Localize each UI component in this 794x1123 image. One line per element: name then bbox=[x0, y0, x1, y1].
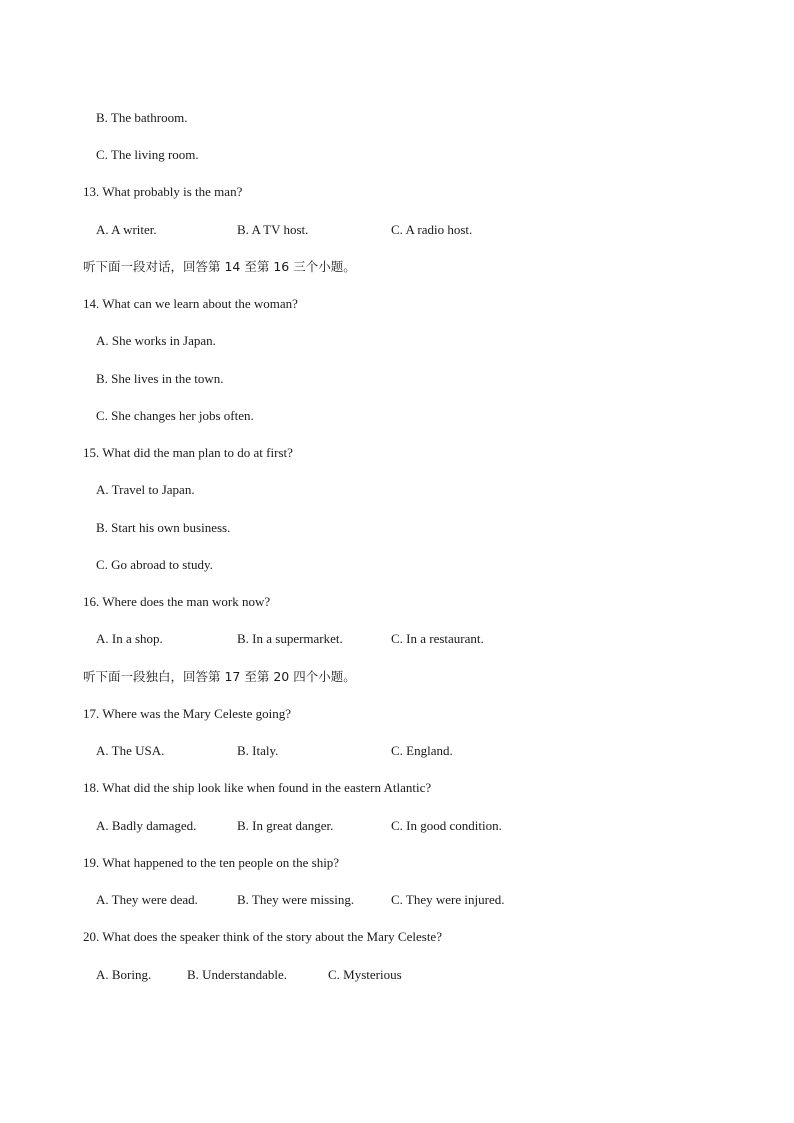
q16-question: 16. Where does the man work now? bbox=[83, 594, 271, 609]
q13-option-b: B. A TV host. bbox=[237, 222, 309, 237]
q13-option-a: A. A writer. bbox=[96, 222, 157, 237]
q19-option-c: C. They were injured. bbox=[391, 892, 505, 907]
q14-option-a: A. She works in Japan. bbox=[96, 333, 216, 348]
q13-question: 13. What probably is the man? bbox=[83, 184, 243, 199]
q20-option-b: B. Understandable. bbox=[187, 967, 288, 982]
q12-option-b: B. The bathroom. bbox=[96, 110, 188, 125]
q19-question: 19. What happened to the ten people on the ship? bbox=[83, 855, 340, 870]
section-instruction-14-16: 听下面一段对话，回答第 14 至第 16 三个小题。 bbox=[83, 259, 356, 274]
q12-option-c: C. The living room. bbox=[96, 147, 199, 162]
q17-option-b: B. Italy. bbox=[237, 743, 279, 758]
q18-option-b: B. In great danger. bbox=[237, 818, 334, 833]
q15-option-a: A. Travel to Japan. bbox=[96, 482, 195, 497]
q16-option-b: B. In a supermarket. bbox=[237, 631, 343, 646]
q13-option-c: C. A radio host. bbox=[391, 222, 473, 237]
q14-question: 14. What can we learn about the woman? bbox=[83, 296, 298, 311]
q19-option-b: B. They were missing. bbox=[237, 892, 355, 907]
q18-question: 18. What did the ship look like when found in the eastern Atlantic? bbox=[83, 780, 432, 795]
q20-option-a: A. Boring. bbox=[96, 967, 152, 982]
q20-option-c: C. Mysterious bbox=[328, 967, 402, 982]
q14-option-c: C. She changes her jobs often. bbox=[96, 408, 254, 423]
q15-question: 15. What did the man plan to do at first? bbox=[83, 445, 293, 460]
q14-option-b: B. She lives in the town. bbox=[96, 371, 224, 386]
q15-option-c: C. Go abroad to study. bbox=[96, 557, 213, 572]
q17-option-a: A. The USA. bbox=[96, 743, 165, 758]
q16-option-c: C. In a restaurant. bbox=[391, 631, 484, 646]
q17-question: 17. Where was the Mary Celeste going? bbox=[83, 706, 292, 721]
section-instruction-17-20: 听下面一段独白，回答第 17 至第 20 四个小题。 bbox=[83, 669, 356, 684]
q17-option-c: C. England. bbox=[391, 743, 453, 758]
q20-question: 20. What does the speaker think of the story about the Mary Celeste? bbox=[83, 929, 442, 944]
q15-option-b: B. Start his own business. bbox=[96, 520, 231, 535]
q19-option-a: A. They were dead. bbox=[96, 892, 198, 907]
q18-option-a: A. Badly damaged. bbox=[96, 818, 197, 833]
q18-option-c: C. In good condition. bbox=[391, 818, 502, 833]
q16-option-a: A. In a shop. bbox=[96, 631, 163, 646]
